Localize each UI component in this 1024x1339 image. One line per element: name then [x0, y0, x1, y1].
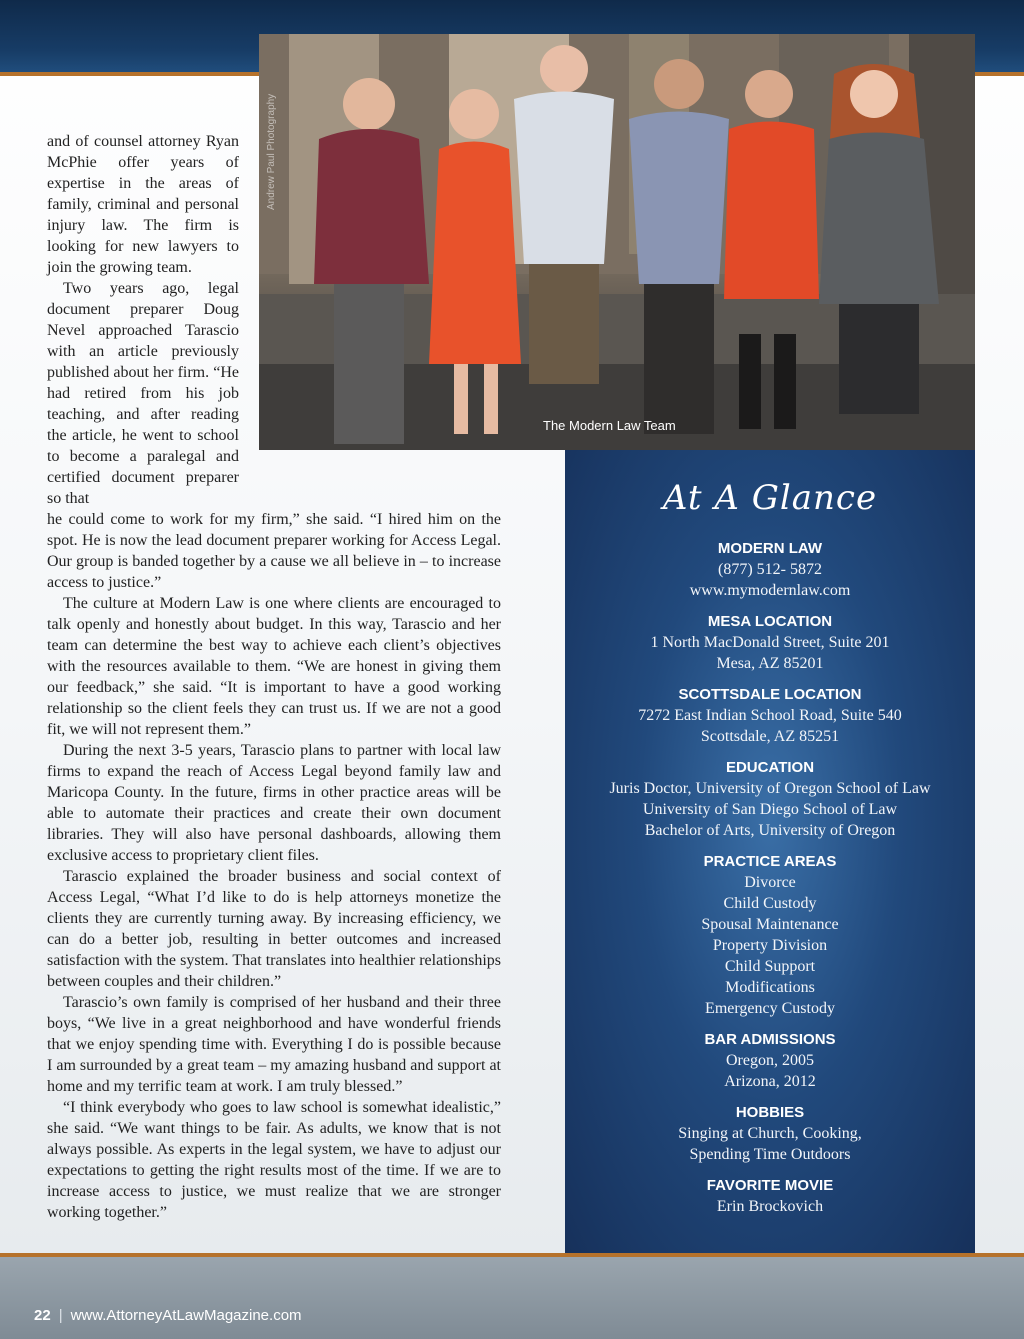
article-paragraph: Tarascio’s own family is comprised of her husband and their three boys, “We live in a great neighborhood and have wonderful friends that we enjoy spending time with. Everything I do is possible because I am surrounded by a great team – my amazing husband and support at home and my terrific team at work. I am truly blessed.”	[47, 994, 501, 1095]
article-paragraph: The culture at Modern Law is one where clients are encouraged to talk openly and honestly about budget. In this way, Tarascio and her team can determine the best way to achieve each client’s objectives with the resources available to them. “We are honest in giving them our feedback,” she said. “It is important to have a good working relationship so the client feels they can trust us. If we are not a good fit, we will not represent them.”	[47, 595, 501, 738]
article-paragraph: and of counsel attorney Ryan McPhie offer years of expertise in the areas of family, criminal and personal injury law. The firm is looking for new lawyers to join the growing team.	[47, 133, 239, 276]
section-heading-practice-areas: PRACTICE AREAS	[703, 853, 837, 870]
section-heading-scottsdale-location: SCOTTSDALE LOCATION	[678, 686, 862, 703]
team-photo	[259, 34, 975, 450]
education-line: University of San Diego School of Law	[642, 801, 898, 818]
mesa-address-line: Mesa, AZ 85201	[716, 655, 824, 672]
practice-area-item: Spousal Maintenance	[701, 916, 839, 933]
section-heading-modern-law: MODERN LAW	[717, 540, 823, 557]
scottsdale-address-line: 7272 East Indian School Road, Suite 540	[638, 707, 902, 724]
footer-band	[0, 1257, 1024, 1339]
hobbies-line: Spending Time Outdoors	[689, 1146, 851, 1163]
website-line: www.mymodernlaw.com	[689, 582, 851, 599]
hobbies-line: Singing at Church, Cooking,	[678, 1125, 862, 1142]
practice-area-item: Modifications	[725, 979, 815, 996]
section-heading-education: EDUCATION	[725, 759, 815, 776]
footer-separator: |	[58, 1306, 63, 1324]
practice-area-item: Child Custody	[723, 895, 817, 912]
section-heading-favorite-movie: FAVORITE MOVIE	[706, 1177, 834, 1194]
page-number: 22	[34, 1306, 51, 1324]
article-paragraph: During the next 3-5 years, Tarascio plans to partner with local law firms to expand the reach of Access Legal beyond family law and Maricopa County. In the future, firms in other practice areas will be able to automate their practices and create their own document libraries. They will also have personal dashboards, allowing them exclusive access to proprietary client files.	[47, 742, 501, 864]
bar-admission-item: Oregon, 2005	[726, 1052, 814, 1069]
footer-info	[34, 1305, 302, 1325]
favorite-movie: Erin Brockovich	[716, 1198, 824, 1215]
sidebar-title: At A Glance	[662, 478, 878, 518]
practice-area-item: Divorce	[744, 874, 796, 891]
article-column-wide	[47, 509, 501, 1223]
section-heading-mesa-location: MESA LOCATION	[707, 613, 833, 630]
practice-area-item: Child Support	[724, 958, 816, 975]
sidebar-body	[565, 538, 975, 1217]
education-line: Juris Doctor, University of Oregon School of Law	[609, 780, 931, 797]
practice-area-item: Property Division	[712, 937, 828, 954]
practice-area-item: Emergency Custody	[705, 1000, 835, 1017]
phone-number: (877) 512- 5872	[718, 561, 822, 578]
bar-admission-item: Arizona, 2012	[724, 1073, 816, 1090]
magazine-website-link[interactable]: www.AttorneyAtLawMagazine.com	[70, 1306, 302, 1324]
education-line: Bachelor of Arts, University of Oregon	[644, 822, 896, 839]
section-heading-hobbies: HOBBIES	[735, 1104, 805, 1121]
section-heading-bar-admissions: BAR ADMISSIONS	[704, 1031, 836, 1048]
article-column-narrow	[47, 131, 239, 509]
photo-credit: Andrew Paul Photography	[266, 93, 277, 210]
scottsdale-address-line: Scottsdale, AZ 85251	[700, 728, 840, 745]
article-paragraph: “I think everybody who goes to law school is somewhat idealistic,” she said. “We want things to be fair. As adults, we know that is not always possible. As experts in the legal system, we have to adjust our expectations to getting the right results most of the time. If we are to increase access to justice, we must realize that we are stronger working together.”	[47, 1099, 501, 1221]
article-paragraph: he could come to work for my firm,” she said. “I hired him on the spot. He is now the lead document preparer working for Access Legal. Our group is banded together by a cause we all believe in – to increase access to justice.”	[47, 511, 501, 591]
article-paragraph: Tarascio explained the broader business and social context of Access Legal, “What I’d like to do is help attorneys monetize the clients they are currently turning away. By increasing efficiency, we can do a better job, resulting in better outcomes and increased satisfaction with the system. That translates into healthier relationships between couples and their children.”	[47, 868, 501, 990]
at-a-glance-sidebar	[565, 450, 975, 1267]
article-paragraph: Two years ago, legal document preparer Doug Nevel approached Tarascio with an article previously published about her firm. “He had retired from his job teaching, and after reading the article, he went to school to become a paralegal and certified document preparer so that	[47, 280, 239, 507]
photo-caption: The Modern Law Team	[543, 418, 676, 433]
mesa-address-line: 1 North MacDonald Street, Suite 201	[650, 634, 890, 651]
